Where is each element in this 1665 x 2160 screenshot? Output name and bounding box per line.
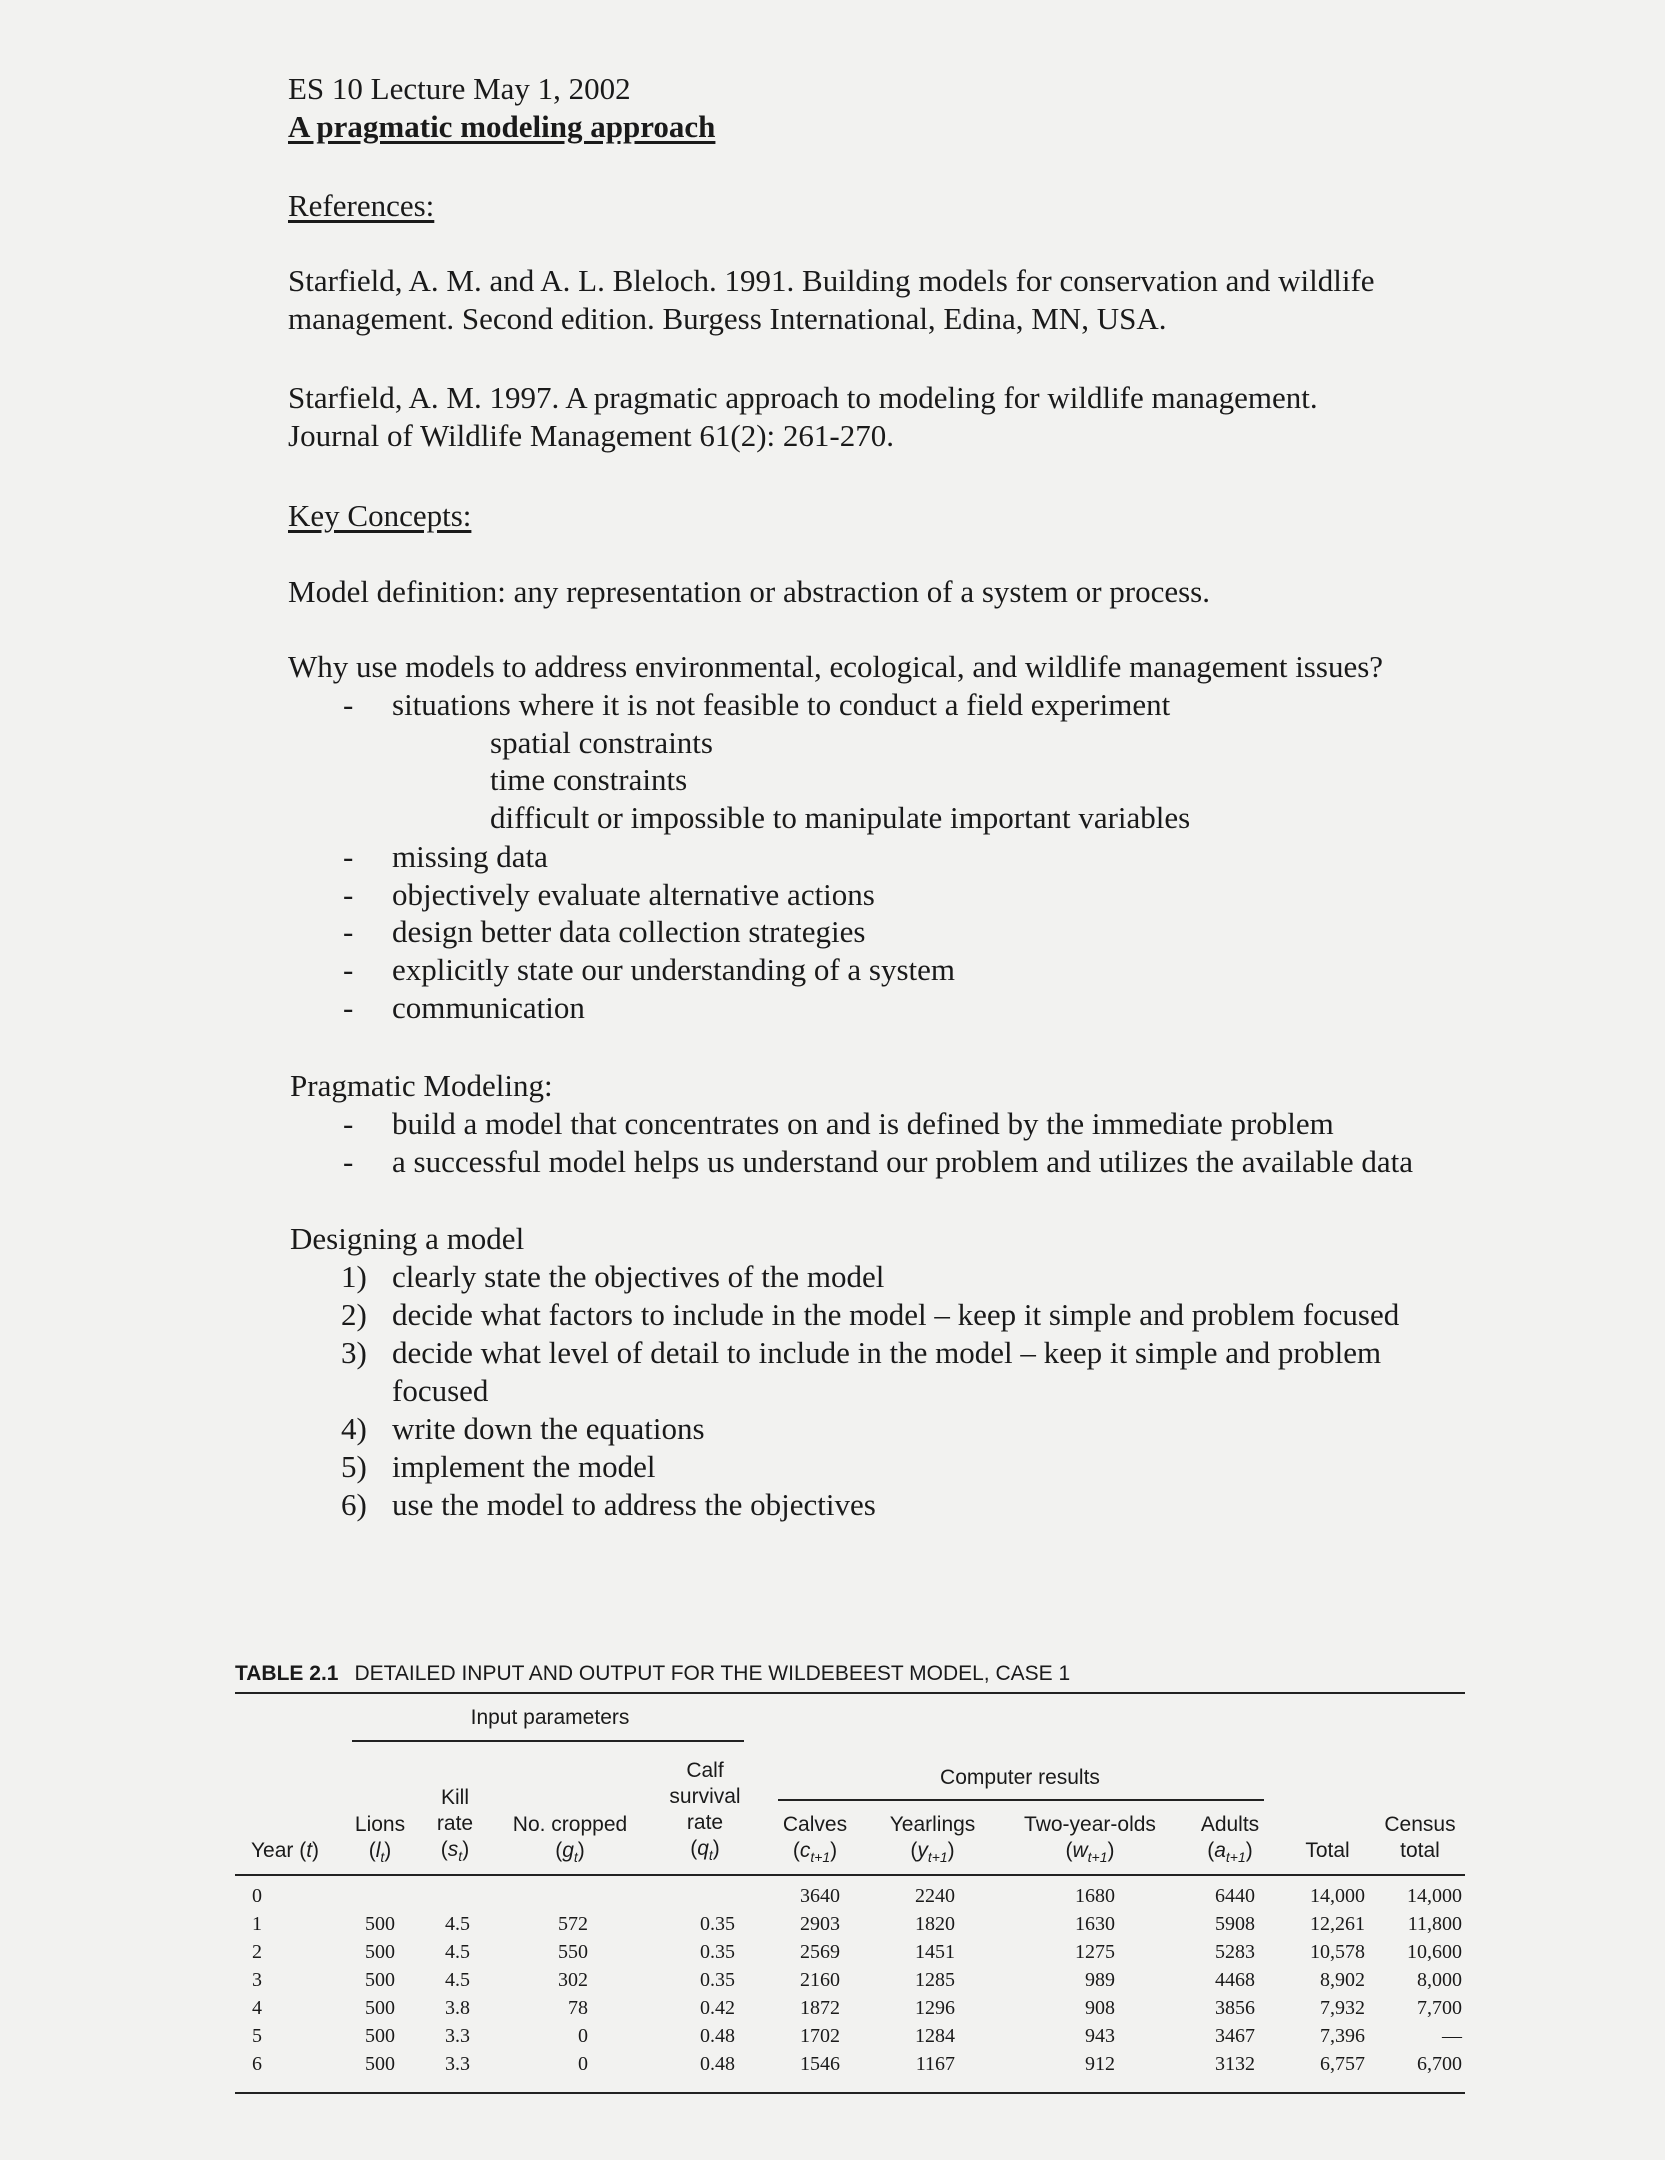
table-cell-twoyear: 1630 xyxy=(1075,1913,1115,1935)
table-cell-yearlings: 1167 xyxy=(915,2053,955,2075)
table-cell-twoyear: 912 xyxy=(1085,2053,1115,2075)
table-cell-calves: 3640 xyxy=(800,1885,840,1907)
table-cell-kill: 3.3 xyxy=(445,2025,470,2047)
table-cell-cropped: 0 xyxy=(578,2025,588,2047)
table-cell-census: 8,000 xyxy=(1417,1969,1462,1991)
table-cell-kill: 3.3 xyxy=(445,2053,470,2075)
table-cell-year: 4 xyxy=(252,1997,262,2019)
step-number: 1) xyxy=(341,1259,367,1294)
table-cell-total: 14,000 xyxy=(1310,1885,1365,1907)
table-cell-lions: 500 xyxy=(365,1969,395,1991)
list-dash: - xyxy=(343,687,354,722)
input-parameters-group: Input parameters xyxy=(470,1706,630,1729)
table-cell-cropped: 572 xyxy=(558,1913,588,1935)
table-cell-adults: 3132 xyxy=(1215,2053,1255,2075)
computer-results-group: Computer results xyxy=(940,1766,1100,1789)
table-cell-kill: 4.5 xyxy=(445,1969,470,1991)
reference-2-line-1: Starfield, A. M. 1997. A pragmatic approach to modeling for wildlife management. xyxy=(288,380,1318,415)
table-cell-twoyear: 943 xyxy=(1085,2025,1115,2047)
table-cell-kill: 4.5 xyxy=(445,1941,470,1963)
col-header-census-total: Census total xyxy=(1384,1813,1456,1862)
list-dash: - xyxy=(343,877,354,912)
table-cell-year: 3 xyxy=(252,1969,262,1991)
table-cell-adults: 4468 xyxy=(1215,1969,1255,1991)
table-cell-yearlings: 1296 xyxy=(915,1997,955,2019)
table-caption xyxy=(235,1662,1070,1686)
table-cell-adults: 5283 xyxy=(1215,1941,1255,1963)
list-item: objectively evaluate alternative actions xyxy=(392,877,875,912)
table-cell-kill: 4.5 xyxy=(445,1913,470,1935)
table-top-rule xyxy=(235,1692,1465,1694)
step-number: 4) xyxy=(341,1411,367,1446)
table-cell-cropped: 78 xyxy=(568,1997,588,2019)
reference-1-line-1: Starfield, A. M. and A. L. Bleloch. 1991. Building models for conservation and wildlife xyxy=(288,263,1375,298)
list-item: missing data xyxy=(392,839,548,874)
table-cell-calf: 0.35 xyxy=(700,1913,735,1935)
col-header-kill-rate: Kill rate $(s_t)$ xyxy=(436,1786,474,1865)
list-item: build a model that concentrates on and is defined by the immediate problem xyxy=(392,1106,1334,1141)
table-cell-census: 10,600 xyxy=(1407,1941,1462,1963)
table-cell-census: — xyxy=(1442,2025,1462,2047)
table-cell-lions: 500 xyxy=(365,2025,395,2047)
list-dash: - xyxy=(343,952,354,987)
step-text-continued: focused xyxy=(392,1373,489,1408)
table-cell-total: 10,578 xyxy=(1310,1941,1365,1963)
table-cell-adults: 6440 xyxy=(1215,1885,1255,1907)
table-cell-cropped: 302 xyxy=(558,1969,588,1991)
table-cell-yearlings: 1284 xyxy=(915,2025,955,2047)
key-concepts-heading: Key Concepts: xyxy=(288,498,472,533)
table-cell-calves: 2569 xyxy=(800,1941,840,1963)
table-header-rule xyxy=(235,1874,1465,1876)
list-dash: - xyxy=(343,990,354,1025)
table-cell-census: 14,000 xyxy=(1407,1885,1462,1907)
col-header-year: Year (t) xyxy=(250,1839,320,1862)
step-text: implement the model xyxy=(392,1449,656,1484)
table-cell-census: 6,700 xyxy=(1417,2053,1462,2075)
col-header-adults: Adults $(a_{t+1})$ xyxy=(1200,1813,1260,1866)
table-cell-twoyear: 1275 xyxy=(1075,1941,1115,1963)
list-dash: - xyxy=(343,914,354,949)
table-cell-year: 0 xyxy=(252,1885,262,1907)
table-cell-lions: 500 xyxy=(365,1913,395,1935)
step-text: use the model to address the objectives xyxy=(392,1487,876,1522)
table-cell-twoyear: 908 xyxy=(1085,1997,1115,2019)
list-dash: - xyxy=(343,839,354,874)
table-cell-total: 6,757 xyxy=(1320,2053,1365,2075)
page-title: A pragmatic modeling approach xyxy=(288,109,716,144)
table-cell-calves: 1872 xyxy=(800,1997,840,2019)
table-title: DETAILED INPUT AND OUTPUT FOR THE WILDEBEEST MODEL, CASE 1 xyxy=(354,1662,1071,1685)
reference-1-line-2: management. Second edition. Burgess International, Edina, MN, USA. xyxy=(288,301,1167,336)
sub-list-item: time constraints xyxy=(490,762,688,797)
table-cell-yearlings: 2240 xyxy=(915,1885,955,1907)
table-cell-lions: 500 xyxy=(365,2053,395,2075)
step-text: decide what level of detail to include in the model – keep it simple and problem xyxy=(392,1335,1382,1370)
col-header-yearlings: Yearlings $(y_{t+1})$ xyxy=(889,1813,976,1866)
designing-heading: Designing a model xyxy=(290,1221,525,1256)
list-item: communication xyxy=(392,990,585,1025)
list-dash: - xyxy=(343,1144,354,1179)
table-label: TABLE 2.1 xyxy=(235,1662,339,1685)
table-cell-adults: 5908 xyxy=(1215,1913,1255,1935)
table-cell-calves: 2160 xyxy=(800,1969,840,1991)
table-cell-year: 1 xyxy=(252,1913,262,1935)
step-number: 3) xyxy=(341,1335,367,1370)
course-line: ES 10 Lecture May 1, 2002 xyxy=(288,71,631,106)
list-dash: - xyxy=(343,1106,354,1141)
step-text: clearly state the objectives of the model xyxy=(392,1259,885,1294)
col-header-calves: Calves $(c_{t+1})$ xyxy=(782,1813,848,1866)
table-cell-calves: 1702 xyxy=(800,2025,840,2047)
step-number: 2) xyxy=(341,1297,367,1332)
col-header-lions: Lions $(l_t)$ xyxy=(354,1813,406,1866)
step-number: 5) xyxy=(341,1449,367,1484)
table-cell-census: 7,700 xyxy=(1417,1997,1462,2019)
table-cell-calves: 2903 xyxy=(800,1913,840,1935)
table-cell-year: 5 xyxy=(252,2025,262,2047)
table-cell-calf: 0.48 xyxy=(700,2025,735,2047)
model-definition: Model definition: any representation or abstraction of a system or process. xyxy=(288,574,1210,609)
col-header-calf-survival: Calf survival rate $(q_t)$ xyxy=(669,1759,741,1864)
table-cell-total: 7,396 xyxy=(1320,2025,1365,2047)
pragmatic-heading: Pragmatic Modeling: xyxy=(290,1068,553,1103)
table-cell-twoyear: 989 xyxy=(1085,1969,1115,1991)
col-header-cropped: No. cropped $(g_t)$ xyxy=(512,1813,628,1866)
table-cell-calves: 1546 xyxy=(800,2053,840,2075)
table-cell-census: 11,800 xyxy=(1407,1913,1462,1935)
table-cell-cropped: 0 xyxy=(578,2053,588,2075)
output-group-rule xyxy=(778,1799,1264,1801)
table-cell-cropped: 550 xyxy=(558,1941,588,1963)
references-heading: References: xyxy=(288,188,435,223)
table-bottom-rule xyxy=(235,2092,1465,2094)
table-cell-calf: 0.42 xyxy=(700,1997,735,2019)
table-cell-adults: 3467 xyxy=(1215,2025,1255,2047)
table-cell-adults: 3856 xyxy=(1215,1997,1255,2019)
reference-2-line-2: Journal of Wildlife Management 61(2): 261-270. xyxy=(288,418,894,453)
table-cell-calf: 0.48 xyxy=(700,2053,735,2075)
table-cell-year: 2 xyxy=(252,1941,262,1963)
list-item: a successful model helps us understand our problem and utilizes the available data xyxy=(392,1144,1413,1179)
table-cell-twoyear: 1680 xyxy=(1075,1885,1115,1907)
list-item: explicitly state our understanding of a system xyxy=(392,952,956,987)
col-header-two-year-olds: Two-year-olds $(w_{t+1})$ xyxy=(1024,1813,1156,1866)
table-cell-lions: 500 xyxy=(365,1997,395,2019)
table-cell-yearlings: 1820 xyxy=(915,1913,955,1935)
step-text: decide what factors to include in the model – keep it simple and problem focused xyxy=(392,1297,1400,1332)
input-group-rule xyxy=(352,1740,744,1742)
table-cell-calf: 0.35 xyxy=(700,1969,735,1991)
table-cell-total: 8,902 xyxy=(1320,1969,1365,1991)
sub-list-item: difficult or impossible to manipulate important variables xyxy=(490,800,1191,835)
why-models-question: Why use models to address environmental, ecological, and wildlife management issues? xyxy=(288,649,1384,684)
col-header-total: Total xyxy=(1305,1839,1350,1862)
step-text: write down the equations xyxy=(392,1411,705,1446)
table-cell-total: 7,932 xyxy=(1320,1997,1365,2019)
table-cell-yearlings: 1285 xyxy=(915,1969,955,1991)
sub-list-item: spatial constraints xyxy=(490,725,713,760)
table-cell-calf: 0.35 xyxy=(700,1941,735,1963)
list-item: design better data collection strategies xyxy=(392,914,866,949)
step-number: 6) xyxy=(341,1487,367,1522)
table-cell-total: 12,261 xyxy=(1310,1913,1365,1935)
table-cell-yearlings: 1451 xyxy=(915,1941,955,1963)
table-cell-lions: 500 xyxy=(365,1941,395,1963)
list-item: situations where it is not feasible to conduct a field experiment xyxy=(392,687,1171,722)
table-cell-kill: 3.8 xyxy=(445,1997,470,2019)
table-cell-year: 6 xyxy=(252,2053,262,2075)
